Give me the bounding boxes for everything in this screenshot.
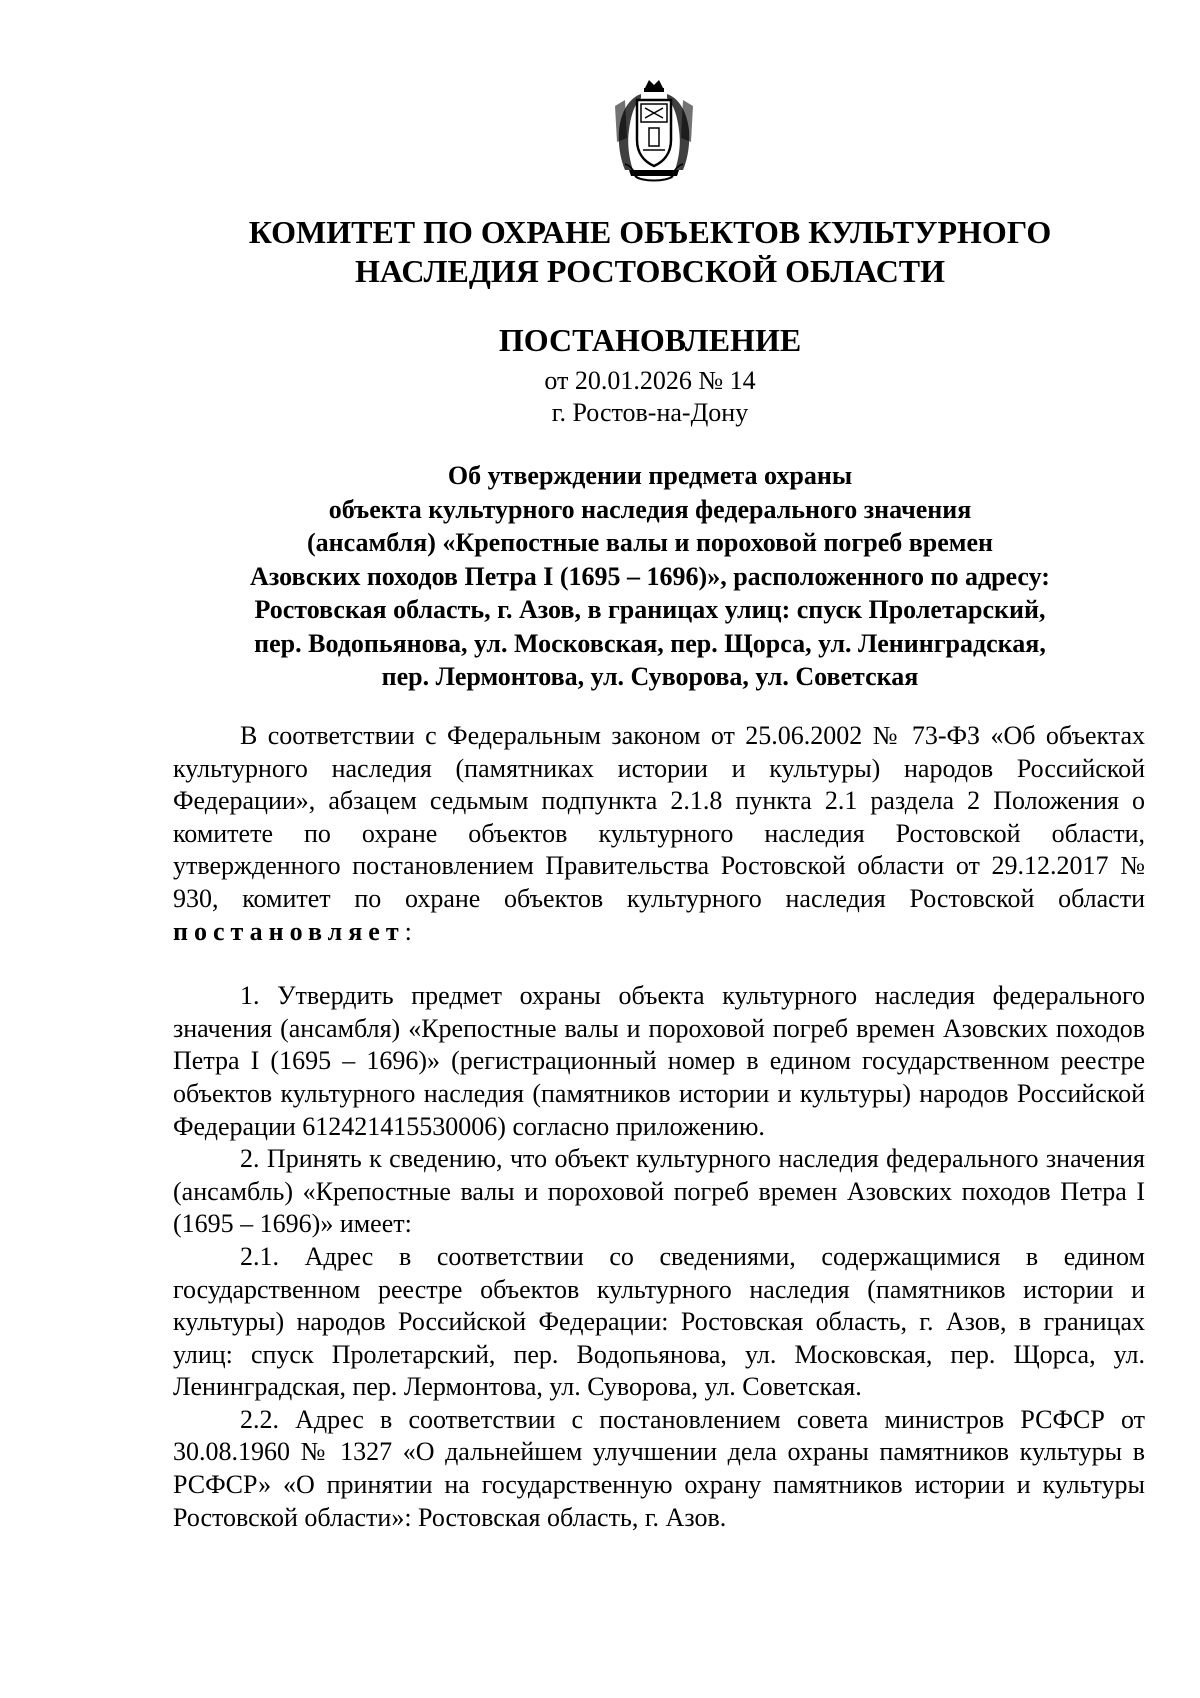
preamble-text: В соответствии с Федеральным законом от 25.06.2002 № 73-ФЗ «Об объектах культурного наследия (памятниках истории и культуры) народов Российской Федерации», абзацем седьмым подпункта 2.1.8 пункта 2.1 раздела 2 Положения о комитете по охране объектов культурного наследия Ростовской области, утвержденного постановлением Правительства Ростовской области от 29.12.2017 № 930, комитет по охране объектов культурного наследия Ростовской области (173, 721, 1145, 913)
preamble-action-word: постановляет (173, 916, 405, 946)
subject-line: пер. Лермонтова, ул. Суворова, ул. Советская (381, 662, 919, 691)
item-2-2-paragraph: 2.2. Адрес в соответствии с постановлением совета министров РСФСР от 30.08.1960 № 1327 «О дальнейшем улучшении дела охраны памятников культуры в РСФСР» «О принятии на государственную охрану памятников истории и культуры Ростовской области»: Ростовская область, г. Азов. (173, 1404, 1145, 1532)
subject-line: пер. Водопьянова, ул. Московская, пер. Щорса, ул. Ленинградская, (254, 628, 1046, 658)
item-2-paragraph: 2. Принять к сведению, что объект культурного наследия федерального значения (ансамбль) «Крепостные валы и пороховой погреб времен Азовских походов Петра I (1695 – 1696)» имеет: (173, 1144, 1145, 1239)
document-subject (160, 459, 1140, 694)
item-1-paragraph: 1. Утвердить предмет охраны объекта культурного наследия федерального значения (ансамбля) «Крепостные валы и пороховой погреб времен Азовских походов Петра I (1695 – 1696)» (регистрационный номер в едином государственном реестре объектов культурного наследия (памятников истории и культуры) народов Российской Федерации 612421415530006) согласно приложению. (173, 981, 1145, 1141)
coat-of-arms-icon (611, 78, 697, 186)
document-city: г. Ростов-на-Дону (551, 398, 749, 427)
document-date-number: от 20.01.2026 № 14 (544, 366, 756, 395)
document-type: ПОСТАНОВЛЕНИЕ (498, 322, 802, 358)
item-2-1-paragraph: 2.1. Адрес в соответствии со сведениями, содержащимися в едином государственном реестре объектов культурного наследия (памятников истории и культуры) народов Российской Федерации: Ростовская область, г. Азов, в границах улиц: спуск Пролетарский, пер. Водопьянова, ул. Московская, пер. Щорса, ул. Ленинградская, пер. Лермонтова, ул. Суворова, ул. Советская. (173, 1241, 1145, 1402)
document-body (173, 720, 1145, 1534)
subject-line: (ансамбля) «Крепостные валы и пороховой погреб времен (306, 528, 994, 557)
subject-line: Азовских походов Петра I (1695 – 1696)», расположенного по адресу: (250, 561, 1050, 591)
subject-line: объекта культурного наследия федерального значения (328, 494, 972, 524)
organization-title (160, 213, 1140, 291)
organization-title-line-1: КОМИТЕТ ПО ОХРАНЕ ОБЪЕКТОВ КУЛЬТУРНОГО (248, 214, 1052, 250)
organization-title-line-2: НАСЛЕДИЯ РОСТОВСКОЙ ОБЛАСТИ (354, 253, 946, 289)
preamble-paragraph (173, 720, 1145, 948)
preamble-end: : (404, 916, 412, 946)
subject-line: Ростовская область, г. Азов, в границах улиц: спуск Пролетарский, (254, 595, 1046, 624)
subject-line: Об утверждении предмета охраны (447, 461, 853, 490)
